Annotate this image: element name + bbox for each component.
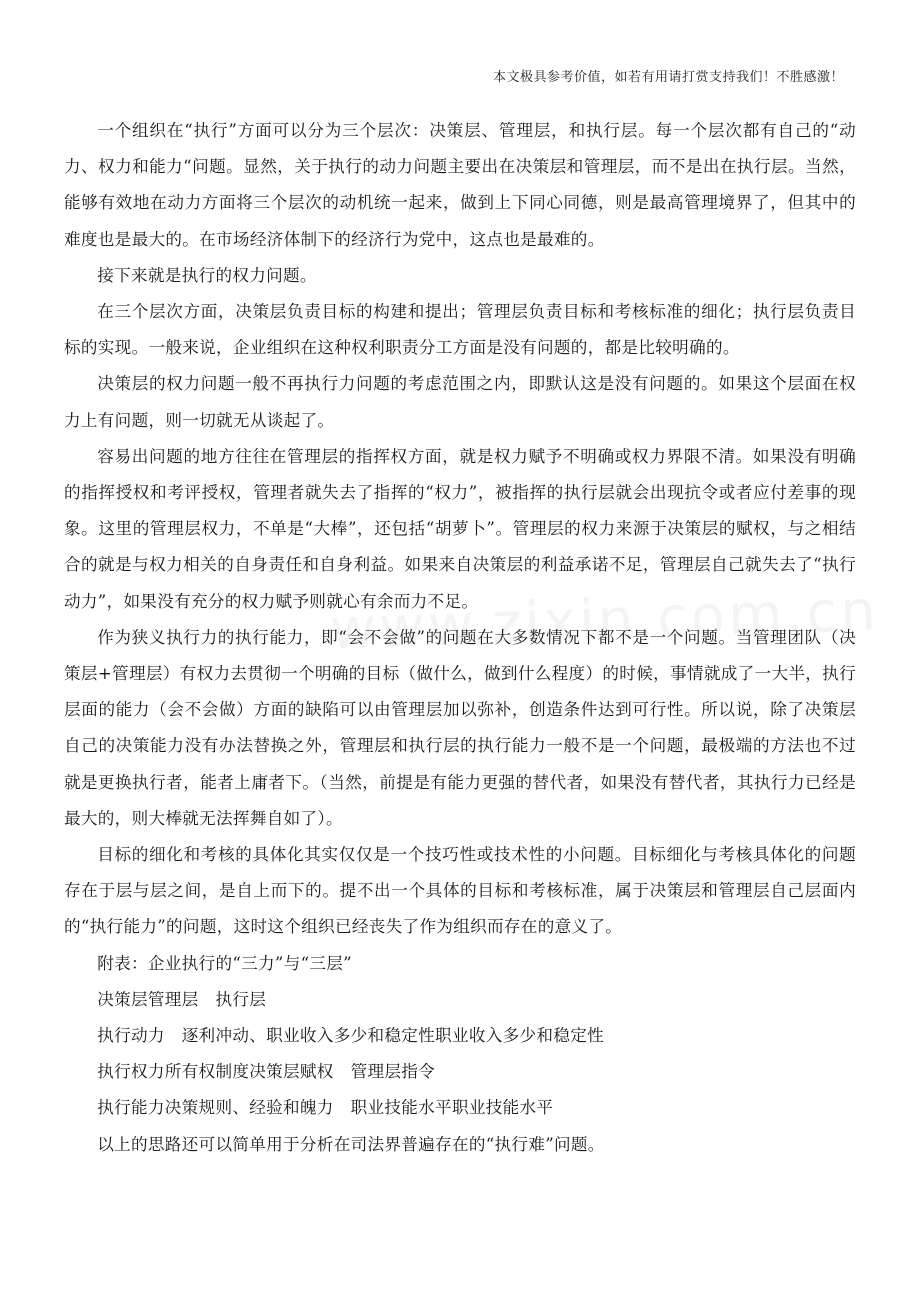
paragraph-5: 容易出问题的地方往往在管理层的指挥权方面，就是权力赋予不明确或权力界限不清。如果没有明确的指挥授权和考评授权，管理者就失去了指挥的“权力”，被指挥的执行层就会出现抗令或者应付差事的现象。这里的管理层权力，不单是“大棒”，还包括“胡萝卜”。管理层的权力来源于决策层的赋权，与之相结合的就是与权力相关的自身责任和自身利益。如果来自决策层的利益承诺不足，管理层自己就失去了“执行动力”，如果没有充分的权力赋予则就心有余而力不足。 xyxy=(64,446,856,611)
table-row: 执行能力决策规则、经验和魄力 职业技能水平职业技能水平 xyxy=(97,1098,554,1118)
document-body xyxy=(64,113,856,1163)
paragraph-2: 接下来就是执行的权力问题。 xyxy=(97,265,317,285)
header-note: 本文极具参考价值，如若有用请打赏支持我们！不胜感激！ xyxy=(492,70,844,85)
table-row: 决策层管理层 执行层 xyxy=(97,989,267,1009)
table-row: 执行动力 逐利冲动、职业收入多少和稳定性职业收入多少和稳定性 xyxy=(97,1026,604,1046)
paragraph-7: 目标的细化和考核的具体化其实仅仅是一个技巧性或技术性的小问题。目标细化与考核具体化的问题存在于层与层之间，是自上而下的。提不出一个具体的目标和考核标准，属于决策层和管理层自己层面内的“执行能力”的问题，这时这个组织已经丧失了作为组织而存在的意义了。 xyxy=(64,845,856,937)
paragraph-1: 一个组织在“执行”方面可以分为三个层次：决策层、管理层，和执行层。每一个层次都有自己的“动力、权力和能力“问题。显然，关于执行的动力问题主要出在决策层和管理层，而不是出在执行层。当然，能够有效地在动力方面将三个层次的动机统一起来，做到上下同心同德，则是最高管理境界了，但其中的难度也是最大的。在市场经济体制下的经济行为党中，这点也是最难的。 xyxy=(64,121,856,249)
table-row: 执行权力所有权制度决策层赋权 管理层指令 xyxy=(97,1062,436,1082)
paragraph-3: 在三个层次方面，决策层负责目标的构建和提出；管理层负责目标和考核标准的细化；执行层负责目标的实现。一般来说，企业组织在这种权利职责分工方面是没有问题的，都是比较明确的。 xyxy=(64,302,856,358)
paragraph-4: 决策层的权力问题一般不再执行力问题的考虑范围之内，即默认这是没有问题的。如果这个层面在权力上有问题，则一切就无从谈起了。 xyxy=(64,374,856,430)
closing-paragraph: 以上的思路还可以简单用于分析在司法界普遍存在的“执行难”问题。 xyxy=(97,1134,605,1154)
table-caption: 附表：企业执行的“三力”与“三层” xyxy=(97,953,352,973)
paragraph-6: 作为狭义执行力的执行能力，即“会不会做”的问题在大多数情况下都不是一个问题。当管理团队（决策层+管理层）有权力去贯彻一个明确的目标（做什么，做到什么程度）的时候，事情就成了一大半，执行层面的能力（会不会做）方面的缺陷可以由管理层加以弥补，创造条件达到可行性。所以说，除了决策层自己的决策能力没有办法替换之外，管理层和执行层的执行能力一般不是一个问题，最极端的方法也不过就是更换执行者，能者上庸者下。（当然，前提是有能力更强的替代者，如果没有替代者，其执行力已经是最大的，则大棒就无法挥舞自如了）。 xyxy=(64,627,856,828)
